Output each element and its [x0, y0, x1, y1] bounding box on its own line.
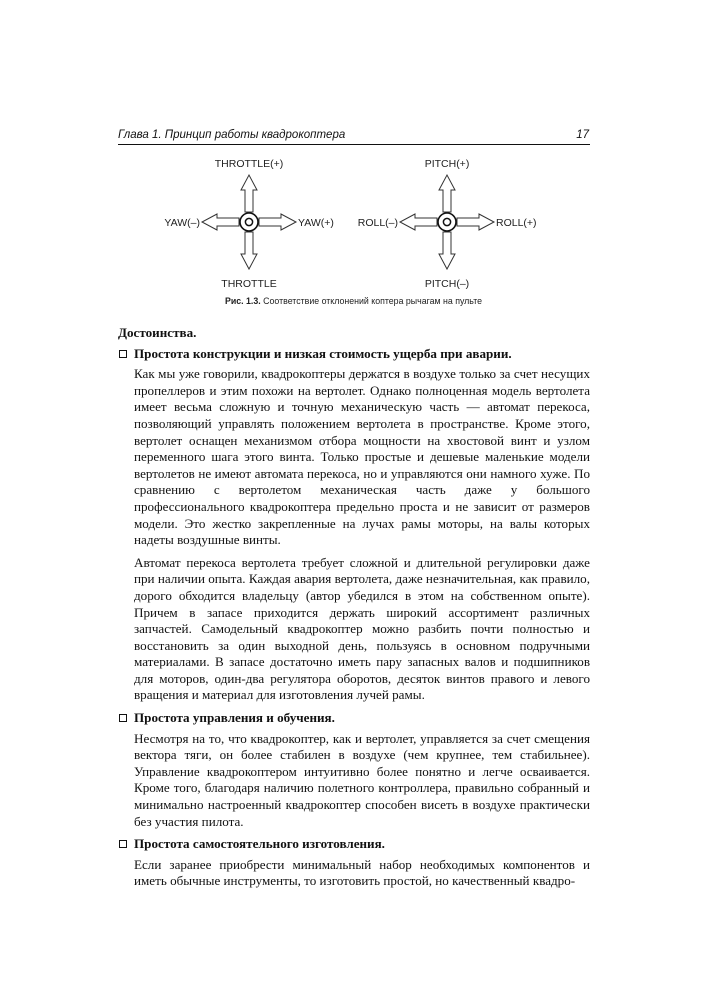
list-item-heading	[118, 346, 590, 363]
paragraph: Как мы уже говорили, квадрокоптеры держатся в воздухе только за счет несущих пропеллеров и этим похожи на вертолет. Однако полноценная модель вертолета имеет весьма сложную и точную механическую часть — автомат перекоса, позволяющий управлять положением вертолета в пространстве. Кроме этого, вертолет оснащен механизмом отбора мощности на хвостовой винт и узлом переменного шага этого винта. Только простые и дешевые маленькие модели вертолетов не имеют автомата перекоса, но и управляются они намного хуже. По сравнению с вертолетом механическая часть даже у большого профессионального квадрокоптера предельно проста и не зависит от размеров модели. Это жестко закрепленные на лучах рамы моторы, на валы которых надеты воздушные винты.	[134, 366, 590, 548]
figure-caption-label: Рис. 1.3.	[224, 296, 261, 306]
paragraph: Автомат перекоса вертолета требует сложной и длительной регулировки даже при наличии опыта. Каждая авария вертолета, даже незначительная, как правило, дорого обходится владельцу (автор убедился в этом на собственном опыте). Причем в запасе приходится держать широкий ассортимент различных запчастей. Самодельный квадрокоптер можно разбить почти полностью и восстановить за один выходной день, пользуясь в основном подручными материалами. В запасе достаточно иметь пару запасных валов и подшипников для моторов, один-два регулятора оборотов, десяток винтов правого и левого вращения и материал для изготовления лучей рамы.	[134, 554, 590, 703]
left-stick	[164, 158, 333, 290]
list-item-heading	[118, 836, 590, 853]
label-throttle-plus: THROTTLE(+)	[214, 158, 284, 170]
arrow-left-icon	[400, 214, 437, 230]
label-pitch-minus: PITCH(–)	[424, 278, 470, 290]
list-item-title: Простота самостоятельного изготовления.	[134, 836, 385, 852]
chapter-title: Глава 1. Принцип работы квадрокоптера	[118, 129, 346, 141]
body-text	[118, 325, 590, 894]
list-item-heading	[118, 710, 590, 727]
arrow-down-icon	[241, 232, 257, 269]
figure-caption	[0, 296, 707, 306]
stick-center-icon	[438, 213, 456, 231]
arrow-up-icon	[241, 175, 257, 212]
label-roll-plus: ROLL(+)	[496, 217, 537, 229]
section-heading: Достоинства.	[118, 325, 197, 340]
figure-caption-text: Соответствие отклонений коптера рычагам на пульте	[260, 296, 483, 306]
stick-center-icon	[240, 213, 258, 231]
list-item-title: Простота конструкции и низкая стоимость ущерба при аварии.	[134, 345, 512, 361]
arrow-down-icon	[439, 232, 455, 269]
label-yaw-plus: YAW(+)	[298, 217, 334, 229]
arrow-up-icon	[439, 175, 455, 212]
checkbox-square-icon	[119, 350, 127, 358]
stick-diagram-svg	[0, 150, 707, 295]
list-item-title: Простота управления и обучения.	[134, 710, 335, 726]
label-roll-minus: ROLL(–)	[357, 217, 398, 229]
label-pitch-plus: PITCH(+)	[424, 158, 470, 170]
right-stick	[358, 158, 537, 290]
arrow-left-icon	[202, 214, 239, 230]
arrow-right-icon	[259, 214, 296, 230]
running-head	[118, 128, 590, 145]
paragraph: Если заранее приобрести минимальный набор необходимых компонентов и иметь обычные инструменты, то изготовить простой, но качественный квадро-	[134, 856, 590, 889]
paragraph: Несмотря на то, что квадрокоптер, как и вертолет, управляется за счет смещения вектора тяги, он более стабилен в воздухе (чем крупнее, тем стабильнее). Управление квадрокоптером интуитивно более понятно и легче осваивается. Кроме того, благодаря наличию полетного контроллера, правильно собранный и минимально настроенный квадрокоптер способен висеть в воздухе практически без участия пилота.	[134, 730, 590, 829]
label-yaw-minus: YAW(–)	[164, 217, 200, 229]
checkbox-square-icon	[119, 840, 127, 848]
checkbox-square-icon	[119, 714, 127, 722]
page-number: 17	[576, 129, 589, 141]
figure-stick-diagram	[0, 150, 707, 295]
arrow-right-icon	[457, 214, 494, 230]
label-throttle-minus: THROTTLE	[221, 278, 277, 290]
